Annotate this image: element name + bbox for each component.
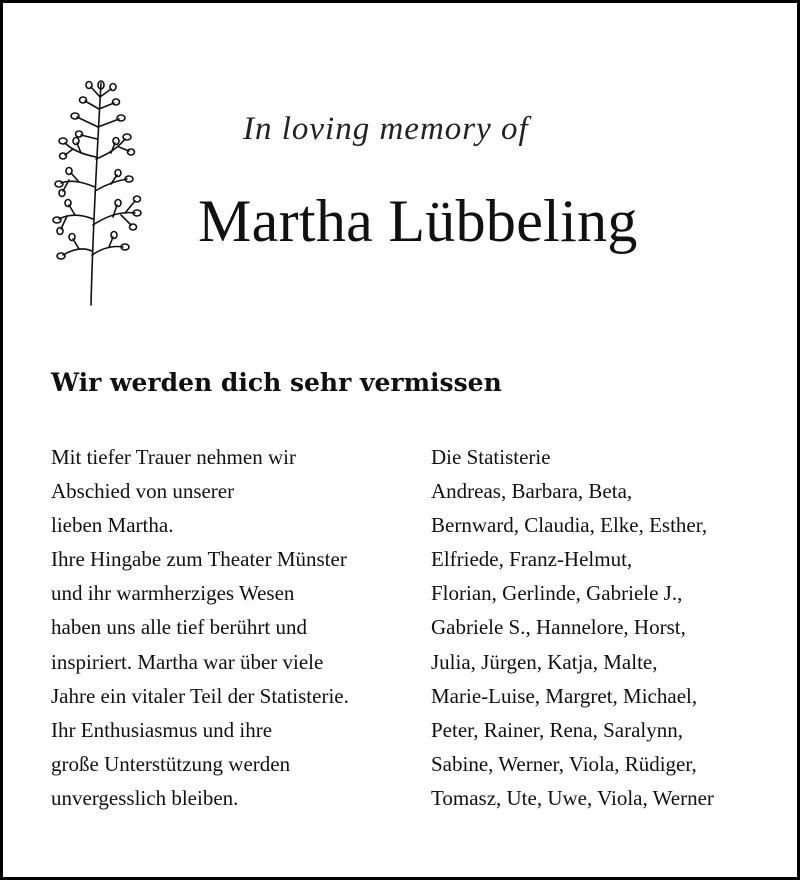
signatory-line: Andreas, Barbara, Beta,	[431, 479, 633, 504]
signatories	[431, 440, 771, 815]
message-line: Ihr Enthusiasmus und ihre	[51, 717, 273, 742]
message-line: große Unterstützung werden	[51, 751, 291, 776]
message-text	[51, 440, 421, 815]
signatory-line: Julia, Jürgen, Katja, Malte,	[431, 649, 658, 674]
message-line: lieben Martha.	[51, 513, 174, 538]
signatory-line: Bernward, Claudia, Elke, Esther,	[431, 513, 708, 538]
message-line: und ihr warmherziges Wesen	[51, 581, 295, 606]
floral-sprig-icon	[51, 79, 151, 309]
signatory-line: Peter, Rainer, Rena, Saralynn,	[431, 717, 683, 742]
deceased-name: Martha Lübbeling	[198, 188, 638, 254]
signatory-line: Gabriele S., Hannelore, Horst,	[431, 615, 686, 640]
headline: Wir werden dich sehr vermissen	[51, 368, 502, 397]
signatory-group: Die Statisterie	[431, 445, 551, 469]
signatory-line: Florian, Gerlinde, Gabriele J.,	[431, 581, 683, 606]
message-line: haben uns alle tief berührt und	[51, 615, 307, 640]
message-line: Abschied von unserer	[51, 479, 235, 504]
message-line: Mit tiefer Trauer nehmen wir	[51, 445, 296, 469]
message-line: unvergesslich bleiben.	[51, 785, 239, 810]
dedication-line: In loving memory of	[243, 111, 529, 147]
signatory-line: Marie-Luise, Margret, Michael,	[431, 683, 698, 708]
message-line: Ihre Hingabe zum Theater Münster	[51, 547, 347, 572]
message-line: inspiriert. Martha war über viele	[51, 649, 324, 674]
message-line: Jahre ein vitaler Teil der Statisterie.	[51, 683, 349, 708]
signatory-line: Tomasz, Ute, Uwe, Viola, Werner	[431, 785, 714, 810]
signatory-line: Elfriede, Franz-Helmut,	[431, 547, 633, 572]
signatory-line: Sabine, Werner, Viola, Rüdiger,	[431, 751, 697, 776]
